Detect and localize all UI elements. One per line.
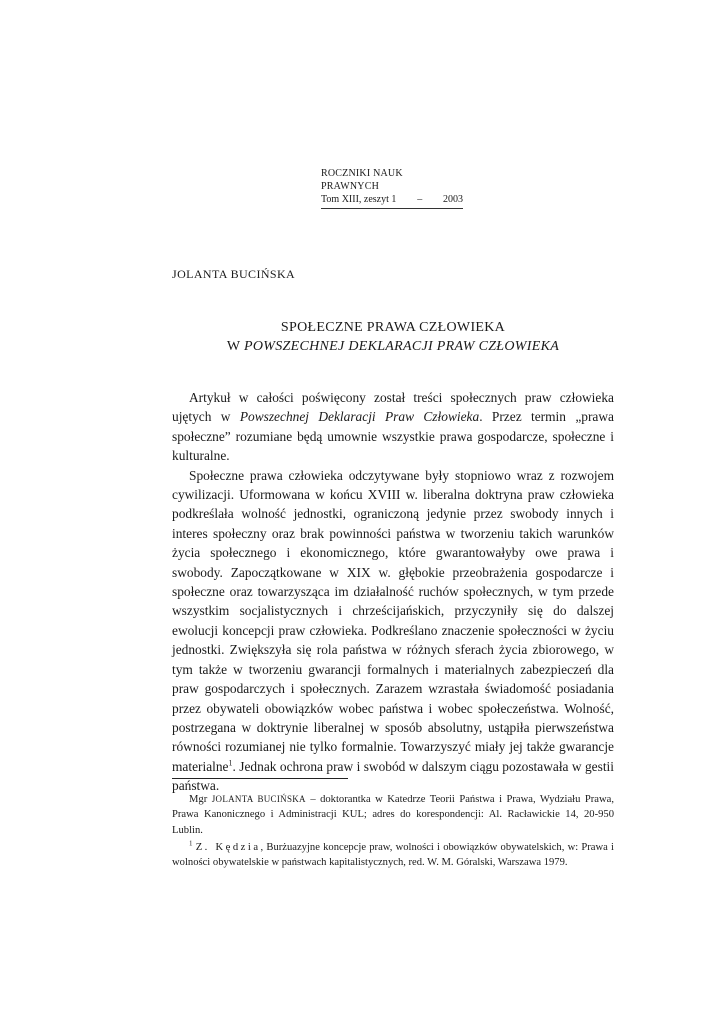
paragraph-1-text-a: Artykuł w całości poświęcony został treści społecznych praw człowieka ujętych w bbox=[172, 390, 614, 425]
footnote-1 bbox=[172, 840, 614, 871]
paragraph-2-text-b: . Jednak ochrona praw i swobód w dalszym ciągu pozostawała w gestii państwa. bbox=[172, 758, 614, 794]
paragraph-1-text-b: . Przez termin „prawa społeczne” rozumiane będą umownie wszystkie prawa gospodarcze, społeczne i kulturalne. bbox=[172, 409, 614, 464]
author-name: JOLANTA BUCIŃSKA bbox=[172, 267, 296, 281]
article-title bbox=[172, 318, 614, 356]
article-body bbox=[172, 388, 614, 796]
journal-issue-line bbox=[321, 193, 463, 209]
footnote-1-text: , Burżuazyjne koncepcje praw, wolności i obowiązków obywatelskich, w: Prawa i wolności obywatelskie w państwach kapitalistycznych, red. W. M. Góralski, Warszawa 1979. bbox=[172, 841, 614, 869]
paragraph-2-text-a: Społeczne prawa człowieka odczytywane były stopniowo wraz z rozwojem cywilizacji. Uformowana w końcu XVIII w. liberalna doktryna praw człowieka podkreślała wolność jednostki, ograniczoną jedynie przez swobody innych i interes społeczny oraz brak powinności państwa w tworzeniu takich warunków życia społecznego i ekonomicznego, które gwarantowałyby owe prawa i swobody. Zapoczątkowane w XIX w. głębokie przeobrażenia gospodarcze i społeczne oraz towarzysząca im działalność ruchów społecznych, w tym przede wszystkim socjalistycznych i chrześcijańskich, przyczyniły się do dalszej ewolucji koncepcji praw człowieka. Podkreślano znaczenie społeczności w życiu jednostki. Zwiększyła się rola państwa w różnych sferach życia zbiorowego, w tym także w tworzeniu gwarancji formalnych i materialnych zabezpieczeń dla praw gospodarczych i społecznych. Zarazem wzrastała świadomość posiadania przez obywateli obowiązków wobec państwa i wobec społeczeństwa. Wolność, postrzegana w doktrynie liberalnej w sposób absolutny, ustąpiła pierwszeństwa równości rozumianej nie tylko formalnie. Towarzyszyć miały jej także gwarancje materialne bbox=[172, 467, 614, 774]
journal-dash: – bbox=[417, 194, 423, 205]
paragraph-2 bbox=[172, 466, 614, 796]
affiliation-text: – doktorantka w Katedrze Teorii Państwa i Prawa, Wydziału Prawa, Prawa Kanonicznego i Administracji KUL; adres do korespondencji: Al. Racławickie 14, 20-950 Lublin. bbox=[172, 794, 614, 836]
author-affiliation-note bbox=[172, 792, 614, 838]
footnote-1-author: Z. Kędzia bbox=[195, 841, 261, 853]
paragraph-1-italic: Powszechnej Deklaracji Praw Człowieka bbox=[239, 409, 480, 425]
footnote-separator bbox=[172, 778, 348, 779]
journal-volume: Tom XIII, zeszyt 1 bbox=[321, 194, 397, 205]
footnote-1-number: 1 bbox=[189, 839, 193, 848]
footnotes bbox=[172, 792, 614, 872]
title-line-2-italic: POWSZECHNEJ DEKLARACJI PRAW CZŁOWIEKA bbox=[244, 339, 560, 354]
paragraph-1 bbox=[172, 388, 614, 466]
affiliation-name: JOLANTA BUCIŃSKA bbox=[211, 794, 306, 804]
affiliation-prefix: Mgr bbox=[189, 794, 208, 805]
title-line-2-prefix: W bbox=[226, 339, 241, 354]
journal-header bbox=[321, 167, 463, 209]
journal-year: 2003 bbox=[442, 194, 463, 205]
title-line-2 bbox=[172, 337, 614, 356]
journal-name: ROCZNIKI NAUK PRAWNYCH bbox=[321, 168, 403, 192]
title-line-1: SPOŁECZNE PRAWA CZŁOWIEKA bbox=[280, 320, 506, 335]
footnote-ref-1[interactable]: 1 bbox=[228, 758, 233, 768]
